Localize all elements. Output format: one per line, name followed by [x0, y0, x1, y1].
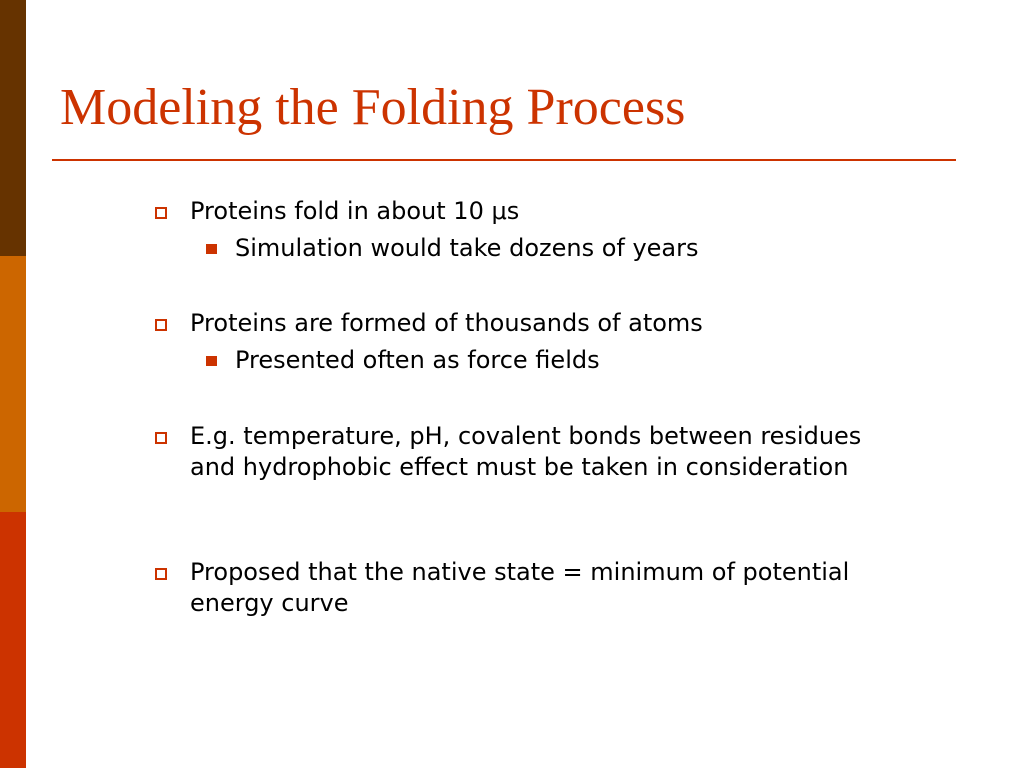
sub-bullet-item: Simulation would take dozens of years [235, 234, 699, 262]
filled-square-bullet-icon [206, 244, 217, 254]
hollow-square-bullet-icon [155, 207, 167, 219]
bullet-item: Proteins fold in about 10 μs [190, 197, 520, 225]
bullet-item: E.g. temperature, pH, covalent bonds between residues and hydrophobic effect must be taken in consideration [190, 422, 862, 481]
filled-square-bullet-icon [206, 356, 217, 366]
slide-title: Modeling the Folding Process [60, 79, 686, 136]
bullet-item: Proteins are formed of thousands of atoms [190, 309, 703, 337]
hollow-square-bullet-icon [155, 568, 167, 580]
sub-bullet-item: Presented often as force fields [235, 346, 600, 374]
hollow-square-bullet-icon [155, 319, 167, 331]
hollow-square-bullet-icon [155, 432, 167, 444]
bullet-item: Proposed that the native state = minimum of potential energy curve [190, 558, 850, 617]
